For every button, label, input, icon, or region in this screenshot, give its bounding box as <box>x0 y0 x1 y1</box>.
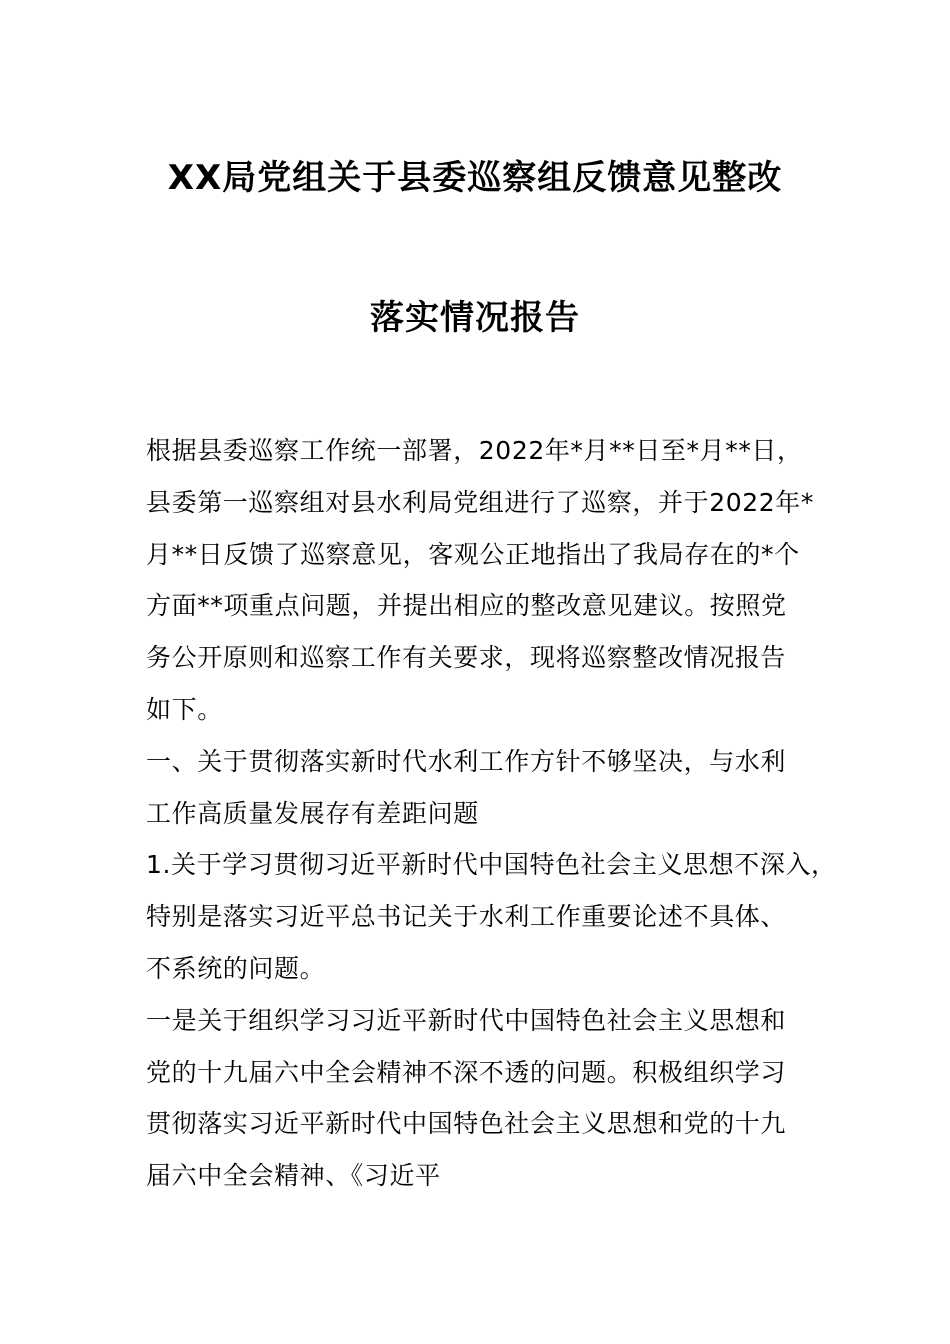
body-line: 一是关于组织学习习近平新时代中国特色社会主义思想和 <box>146 1005 787 1035</box>
subsection-heading-line: 1.关于学习贯彻习近平新时代中国特色社会主义思想不深入， <box>146 850 837 880</box>
body-line: 党的十九届六中全会精神不深不透的问题。积极组织学习 <box>146 1057 787 1087</box>
body-line: 月**日反馈了巡察意见，客观公正地指出了我局存在的*个 <box>146 539 800 569</box>
body-line: 务公开原则和巡察工作有关要求，现将巡察整改情况报告 <box>146 643 787 673</box>
document-title-line-1: XX局党组关于县委巡察组反馈意见整改 <box>167 158 783 198</box>
body-line: 届六中全会精神、《习近平 <box>146 1161 441 1191</box>
section-heading-line: 工作高质量发展存有差距问题 <box>146 798 479 828</box>
subsection-heading-line: 特别是落实习近平总书记关于水利工作重要论述不具体、 <box>146 902 787 932</box>
body-line: 贯彻落实习近平新时代中国特色社会主义思想和党的十九 <box>146 1109 787 1139</box>
document-title-line-2: 落实情况报告 <box>370 298 580 338</box>
section-heading-line: 一、关于贯彻落实新时代水利工作方针不够坚决，与水利 <box>146 746 787 776</box>
document-body <box>146 425 837 1202</box>
body-line: 如下。 <box>146 694 223 724</box>
body-line: 根据县委巡察工作统一部署，2022年*月**日至*月**日， <box>146 436 803 465</box>
body-line: 方面**项重点问题，并提出相应的整改意见建议。按照党 <box>146 591 787 621</box>
body-line: 县委第一巡察组对县水利局党组进行了巡察，并于2022年* <box>146 487 814 517</box>
subsection-heading-line: 不系统的问题。 <box>146 953 326 983</box>
